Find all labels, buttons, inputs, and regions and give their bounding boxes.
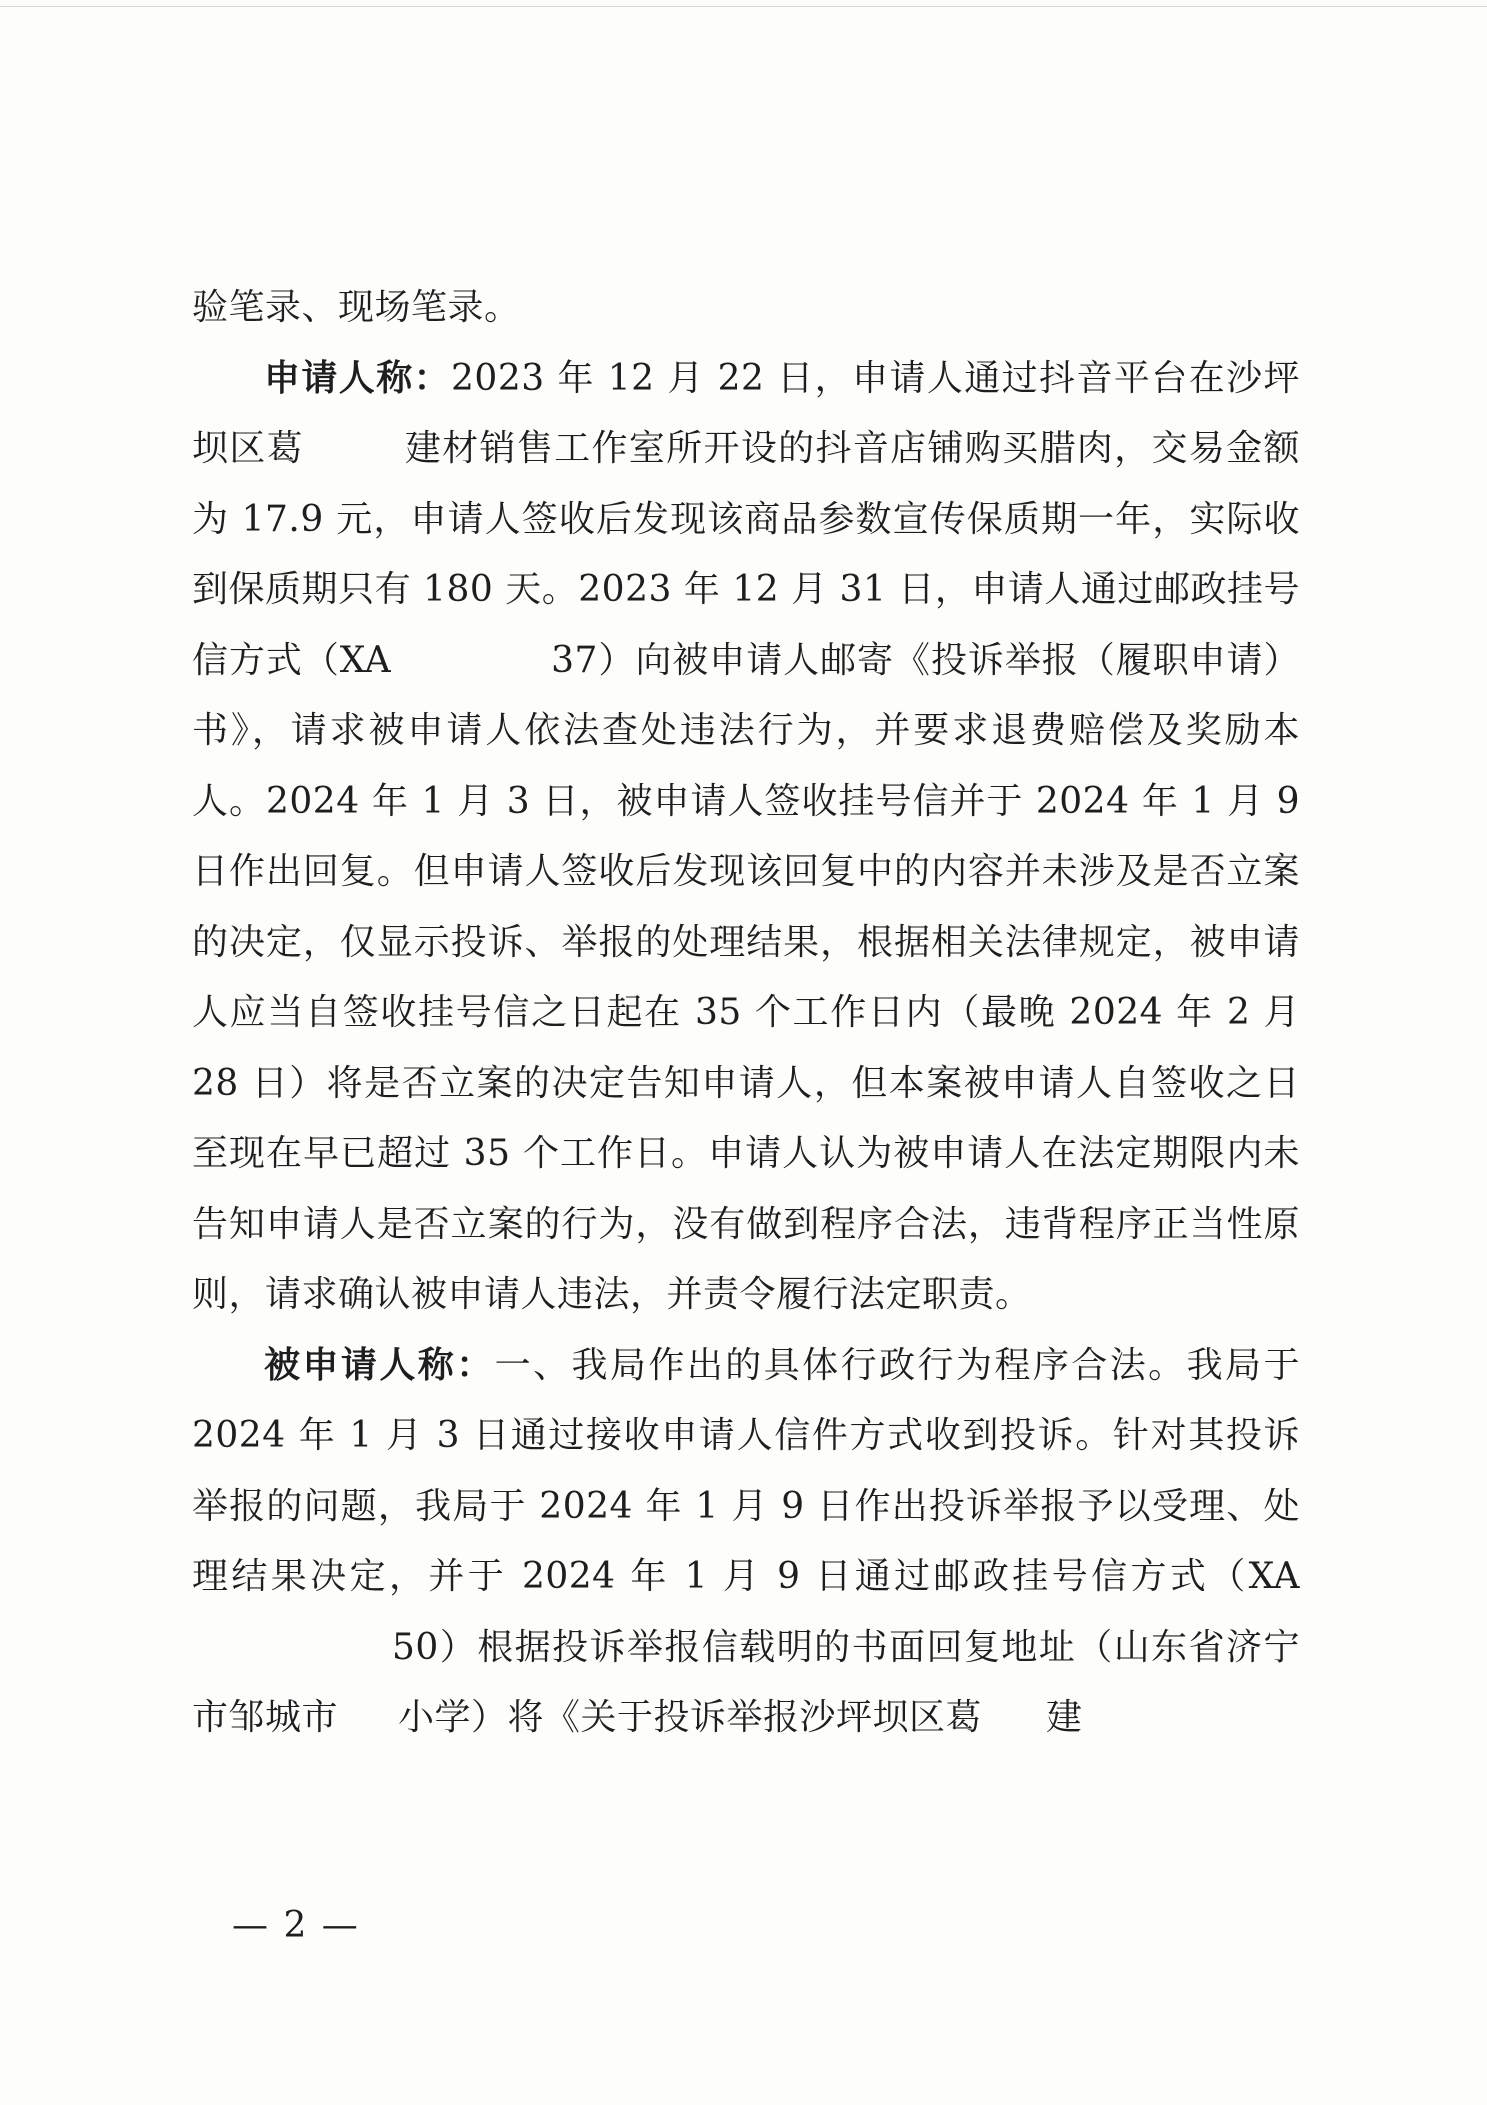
paragraph-text: 验笔录、现场笔录。 <box>192 287 521 328</box>
document-body <box>192 273 1300 1754</box>
redaction-mark <box>982 1705 1046 1735</box>
paragraph-lead: 申请人称： <box>264 357 452 399</box>
paragraph-continuation <box>192 273 1300 344</box>
redaction-mark <box>391 648 551 678</box>
paragraph-text: 建 <box>1046 1697 1083 1738</box>
page-number: — 2 — <box>232 1905 360 1946</box>
paragraph-text: 2023 年 12 月 22 日，申请人通过抖音平台在沙坪坝区葛 <box>192 357 1300 469</box>
paragraph-respondent-statement <box>192 1331 1300 1754</box>
redaction-mark <box>192 1635 392 1665</box>
paragraph-lead: 被申请人称： <box>264 1344 495 1386</box>
paragraph-text: 37）向被申请人邮寄《投诉举报（履职申请）书》，请求被申请人依法查处违法行为，并要求退费赔偿及奖励本人。2024 年 1 月 3 日，被申请人签收挂号信并于 2024 年 1 月 9 日作出回复。但申请人签收后发现该回复中的内容并未涉及是否立案的决定，仅显示投诉、举报的处理结果，根据相关法律规定，被申请人应当自签收挂号信之日起在 35 个工作日内（最晚 2024 年 2 月 28 日）将是否立案的决定告知申请人，但本案被申请人自签收之日至现在早已超过 35 个工作日。申请人认为被申请人在法定期限内未告知申请人是否立案的行为，没有做到程序合法，违背程序正当性原则，请求确认被申请人违法，并责令履行法定职责。 <box>192 639 1300 1315</box>
scan-edge-line <box>0 6 1487 7</box>
paragraph-text: 小学）将《关于投诉举报沙坪坝区葛 <box>398 1697 983 1738</box>
redaction-mark <box>304 436 404 466</box>
paragraph-applicant-statement <box>192 344 1300 1331</box>
paragraph-text: 50）根据投诉举报信载明的书面回复地址（山东省济宁市邹城市 <box>192 1626 1300 1738</box>
paragraph-text: 一、我局作出的具体行政行为程序合法。我局于 2024 年 1 月 3 日通过接收申请人信件方式收到投诉。针对其投诉举报的问题，我局于 2024 年 1 月 9 日作出投诉举报予以受理、处理结果决定，并于 2024 年 1 月 9 日通过邮政挂号信方式（XA <box>192 1344 1300 1597</box>
redaction-mark <box>338 1705 398 1735</box>
paragraph-text: 建材销售工作室所开设的抖音店铺购买腊肉，交易金额为 17.9 元，申请人签收后发现该商品参数宣传保质期一年，实际收到保质期只有 180 天。2023 年 12 月 31 日，申请人通过邮政挂号信方式（XA <box>192 428 1300 681</box>
